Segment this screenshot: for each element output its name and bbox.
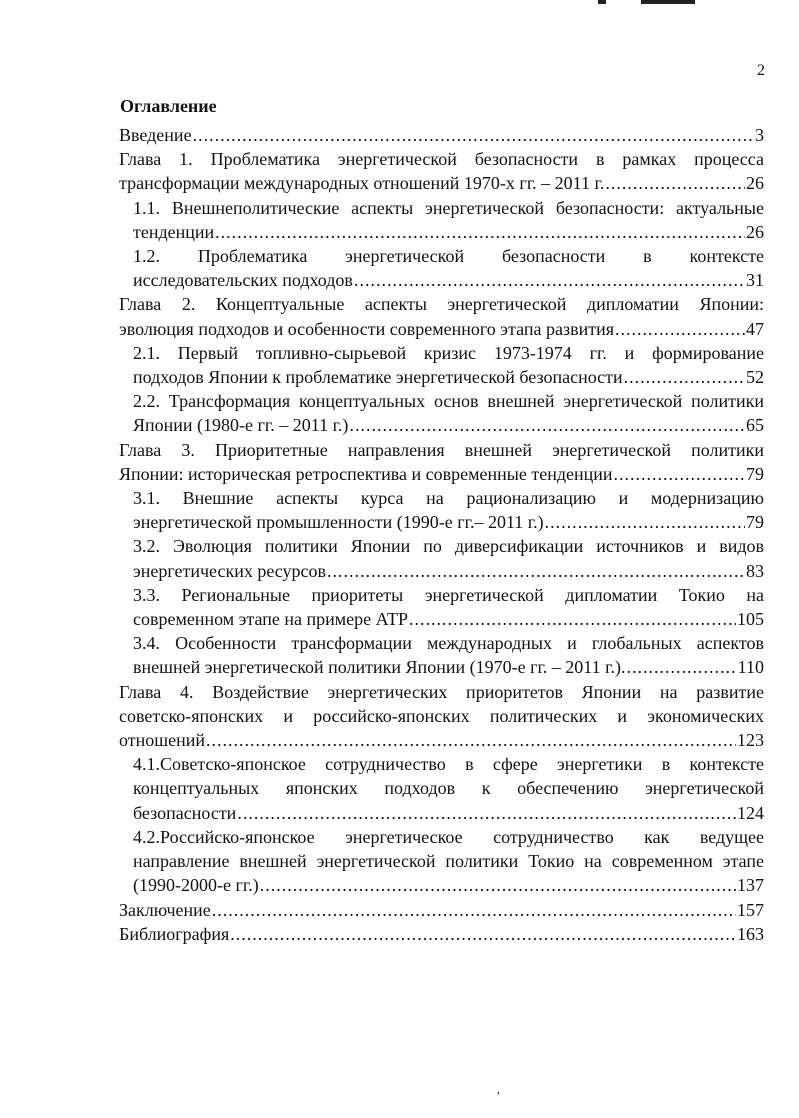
toc-entry-title: Японии: историческая ретроспектива и современные тенденции xyxy=(119,463,613,484)
toc-entry-title: (1990-2000-е гг.) xyxy=(133,875,259,896)
toc-entry-line: концептуальных японских подходов к обеспечению энергетической xyxy=(133,778,764,799)
toc-page-number: 124 xyxy=(737,802,764,823)
toc-entry[interactable] xyxy=(119,389,764,437)
toc-entry-title: подходов Японии к проблематике энергетической безопасности xyxy=(133,367,623,388)
scan-mark-right xyxy=(641,0,695,4)
page-number: 2 xyxy=(757,62,765,79)
toc-entry-line: 2.2. Трансформация концептуальных основ внешней энергетической политики xyxy=(133,391,764,412)
toc-page-number: 26 xyxy=(746,221,764,242)
toc-page-number: 79 xyxy=(746,463,764,484)
toc-entry-title: современном этапе на примере АТР xyxy=(133,609,409,630)
toc-entry-title: исследовательских подходов xyxy=(133,270,353,291)
dot-leader xyxy=(237,801,736,825)
toc-entry-line: советско-японских и российско-японских политических и экономических xyxy=(119,705,764,726)
dot-leader xyxy=(409,607,736,631)
toc-page-number: 105 xyxy=(737,609,764,630)
toc-entry-title: энергетической промышленности (1990-е гг.– 2011 г.) xyxy=(133,512,544,533)
dot-leader xyxy=(615,317,745,341)
toc-entry[interactable] xyxy=(119,631,764,679)
toc-entry[interactable] xyxy=(119,341,764,389)
scan-mark-left xyxy=(598,0,606,4)
dot-leader xyxy=(614,462,745,486)
toc-page-number: 110 xyxy=(737,657,764,678)
toc-entry-line: 4.2.Российско-японское энергетическое сотрудничество как ведущее xyxy=(133,826,764,847)
toc-page-number: 83 xyxy=(746,560,764,581)
toc-page-number: 157 xyxy=(737,899,764,920)
toc-entry[interactable] xyxy=(119,922,764,946)
toc-entry-title: отношений xyxy=(119,730,206,751)
toc-entry[interactable] xyxy=(119,825,764,898)
toc-entry-line: 3.4. Особенности трансформации международных и глобальных аспектов xyxy=(133,633,764,654)
toc-entry-line: направление внешней энергетической политики Токио на современном этапе xyxy=(133,851,764,872)
scan-speck: , xyxy=(497,1082,500,1096)
toc-entry-title: эволюция подходов и особенности современного этапа развития xyxy=(119,318,614,339)
dot-leader xyxy=(626,655,736,679)
toc-page-number: 123 xyxy=(737,730,764,751)
toc-page-number: 52 xyxy=(746,367,764,388)
dot-leader xyxy=(206,728,736,752)
toc-entry[interactable] xyxy=(119,486,764,534)
toc-entry-line: Глава 3. Приоритетные направления внешней энергетической политики xyxy=(119,439,764,460)
toc-entry-line: 4.1.Советско-японское сотрудничество в сфере энергетики в контексте xyxy=(133,754,764,775)
dot-leader xyxy=(193,123,754,147)
toc-page-number: 65 xyxy=(746,415,764,436)
dot-leader xyxy=(354,268,745,292)
toc-entry-line: 3.1. Внешние аспекты курса на рационализацию и модернизацию xyxy=(133,488,764,509)
toc-entry-title: Введение xyxy=(119,125,192,145)
dot-leader xyxy=(545,510,745,534)
toc-entry[interactable] xyxy=(119,123,764,147)
toc-entry[interactable] xyxy=(119,196,764,244)
toc-entry-title: тенденции xyxy=(133,221,215,242)
toc-entry[interactable] xyxy=(119,680,764,753)
toc-entry-title: энергетических ресурсов xyxy=(133,560,327,581)
toc-entry-title: трансформации международных отношений 1970-х гг. – 2011 г. xyxy=(119,173,605,194)
toc-entry[interactable] xyxy=(119,752,764,825)
dot-leader xyxy=(327,559,745,583)
dot-leader xyxy=(260,873,736,897)
toc-entry[interactable] xyxy=(119,292,764,340)
toc-page-number: 163 xyxy=(737,923,764,944)
toc-entry[interactable] xyxy=(119,438,764,486)
toc-entry[interactable] xyxy=(119,244,764,292)
dot-leader xyxy=(212,898,736,922)
toc-entry[interactable] xyxy=(119,534,764,582)
toc-page-number: 79 xyxy=(746,512,764,533)
toc-entry[interactable] xyxy=(119,147,764,195)
toc-entry-line: Глава 2. Концептуальные аспекты энергетической дипломатии Японии: xyxy=(119,294,764,315)
toc-entry[interactable] xyxy=(119,583,764,631)
dot-leader xyxy=(624,365,745,389)
dot-leader xyxy=(349,413,745,437)
toc-page-number: 3 xyxy=(755,125,764,145)
toc-entry-title: Заключение xyxy=(119,899,211,920)
toc-entry-line: 1.1. Внешнеполитические аспекты энергетической безопасности: актуальные xyxy=(133,197,764,218)
toc-page-number: 26 xyxy=(746,173,764,194)
toc-entry-title: внешней энергетической политики Японии (1970-е гг. – 2011 г.). xyxy=(133,657,626,678)
toc-entry-line: 3.3. Региональные приоритеты энергетической дипломатии Токио на xyxy=(133,584,764,605)
dot-leader xyxy=(230,922,736,946)
toc-heading: Оглавление xyxy=(120,96,217,116)
dot-leader xyxy=(215,220,745,244)
toc-entry-line: Глава 4. Воздействие энергетических приоритетов Японии на развитие xyxy=(119,681,764,702)
toc-entry-title: Библиография xyxy=(119,923,230,944)
toc-entry-line: 3.2. Эволюция политики Японии по диверсификации источников и видов xyxy=(133,536,764,557)
table-of-contents xyxy=(119,123,764,946)
toc-entry-title: безопасности xyxy=(133,802,237,823)
toc-page-number: 31 xyxy=(746,270,764,291)
toc-entry-line: 2.1. Первый топливно-сырьевой кризис 1973-1974 гг. и формирование xyxy=(133,342,764,363)
toc-entry-line: 1.2. Проблематика энергетической безопасности в контексте xyxy=(133,246,764,267)
toc-entry[interactable] xyxy=(119,898,764,922)
toc-page-number: 47 xyxy=(746,318,764,339)
dot-leader xyxy=(605,171,745,195)
toc-entry-line: Глава 1. Проблематика энергетической безопасности в рамках процесса xyxy=(119,149,764,170)
toc-page-number: 137 xyxy=(737,875,764,896)
toc-entry-title: Японии (1980-е гг. – 2011 г.) xyxy=(133,415,349,436)
